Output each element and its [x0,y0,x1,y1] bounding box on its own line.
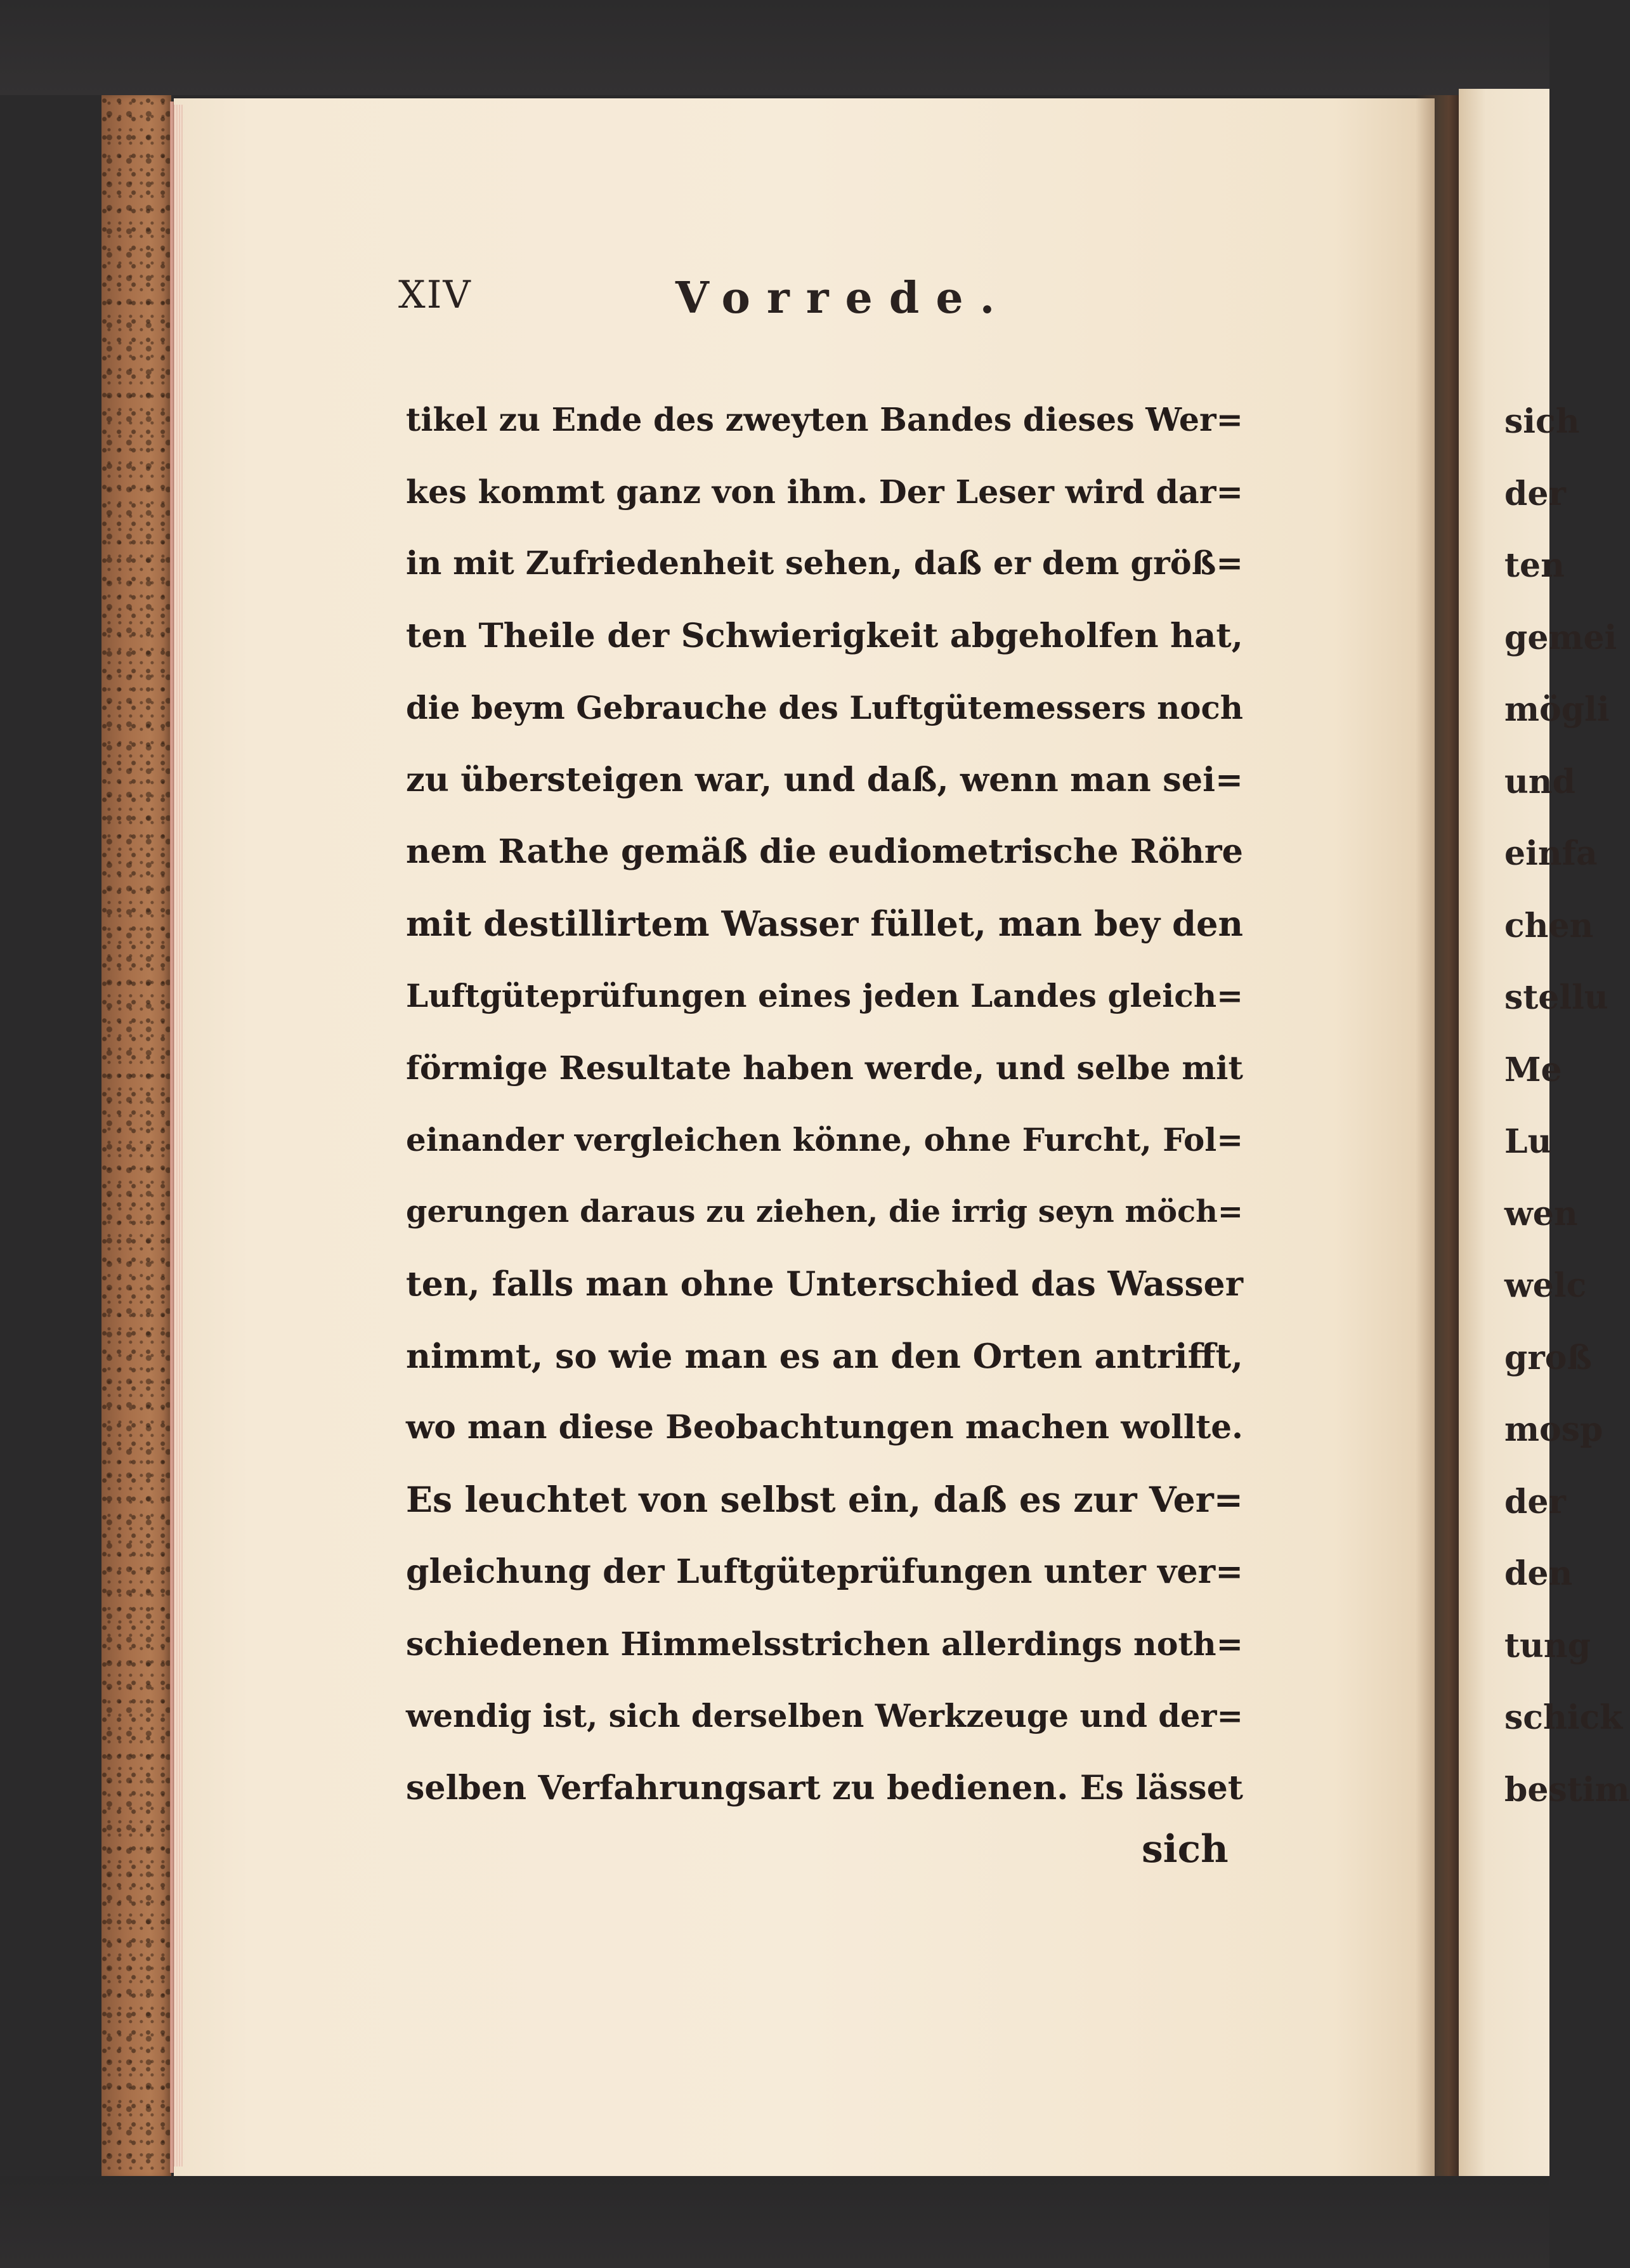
background-top [0,0,1549,95]
text-line: nimmt, so wie man es an den Orten antrifft, [406,1335,1243,1376]
book-binding [101,95,171,2179]
facing-fragment: und [1504,762,1575,801]
facing-fragment: wen [1504,1194,1578,1233]
facing-fragment: groß [1504,1338,1592,1377]
facing-fragment: sich [1504,402,1580,441]
catchword: sich [1142,1827,1229,1871]
running-title: Vorrede. [675,273,1012,324]
text-line: förmige Resultate haben werde, und selbe mit [406,1048,1243,1087]
facing-fragment: gemei [1504,618,1617,657]
facing-fragment: bestim [1504,1770,1630,1809]
facing-fragment: der [1504,1482,1566,1521]
text-line: nem Rathe gemäß die eudiometrische Röhre [406,832,1243,871]
text-line: einander vergleichen könne, ohne Furcht, Fol= [406,1121,1243,1158]
facing-fragment: chen [1504,906,1594,945]
text-line: gleichung der Luftgüteprüfungen unter ver= [406,1552,1243,1591]
facing-fragment: Me [1504,1050,1562,1089]
facing-fragment: ten [1504,546,1565,585]
text-line: kes kommt ganz von ihm. Der Leser wird dar= [406,472,1243,511]
facing-fragment: einfa [1504,834,1598,873]
text-line: Es leuchtet von selbst ein, daß es zur Ver= [406,1479,1243,1521]
text-line: in mit Zufriedenheit sehen, daß er dem größ= [406,544,1243,582]
facing-fragment: mögli [1504,690,1610,729]
body-text [406,384,1243,1824]
background-bottom [0,2176,1549,2268]
facing-fragment: mosp [1504,1410,1603,1449]
text-line: ten Theile der Schwierigkeit abgeholfen hat, [406,616,1243,655]
facing-fragment: den [1504,1554,1573,1593]
facing-fragment: der [1504,474,1566,513]
text-line: mit destillirtem Wasser füllet, man bey den [406,903,1243,944]
text-line: schiedenen Himmelsstrichen allerdings noth= [406,1625,1243,1663]
text-line: zu übersteigen war, und daß, wenn man sei= [406,760,1243,799]
facing-fragment: stellu [1504,978,1608,1017]
text-line: wo man diese Beobachtungen machen wollte. [406,1408,1243,1446]
text-line: tikel zu Ende des zweyten Bandes dieses Wer= [406,401,1243,438]
text-line: gerungen daraus zu ziehen, die irrig seyn möch= [406,1193,1243,1229]
facing-fragment: tung [1504,1626,1591,1665]
facing-fragment: welc [1504,1266,1587,1305]
facing-fragment: Lu [1504,1122,1552,1161]
text-line: selben Verfahrungsart zu bedienen. Es lässet [406,1768,1243,1807]
gutter [1416,95,1460,2186]
facing-page-text [1504,386,1630,1826]
page-number: XIV [398,273,472,317]
text-line: Luftgüteprüfungen eines jeden Landes gleich= [406,977,1243,1014]
page-edges [174,105,183,2166]
text-line: die beym Gebrauche des Luftgütemessers noch [406,689,1243,726]
facing-fragment: schick [1504,1698,1623,1737]
text-line: ten, falls man ohne Unterschied das Wasser [406,1264,1243,1304]
text-line: wendig ist, sich derselben Werkzeuge und der= [406,1697,1243,1734]
